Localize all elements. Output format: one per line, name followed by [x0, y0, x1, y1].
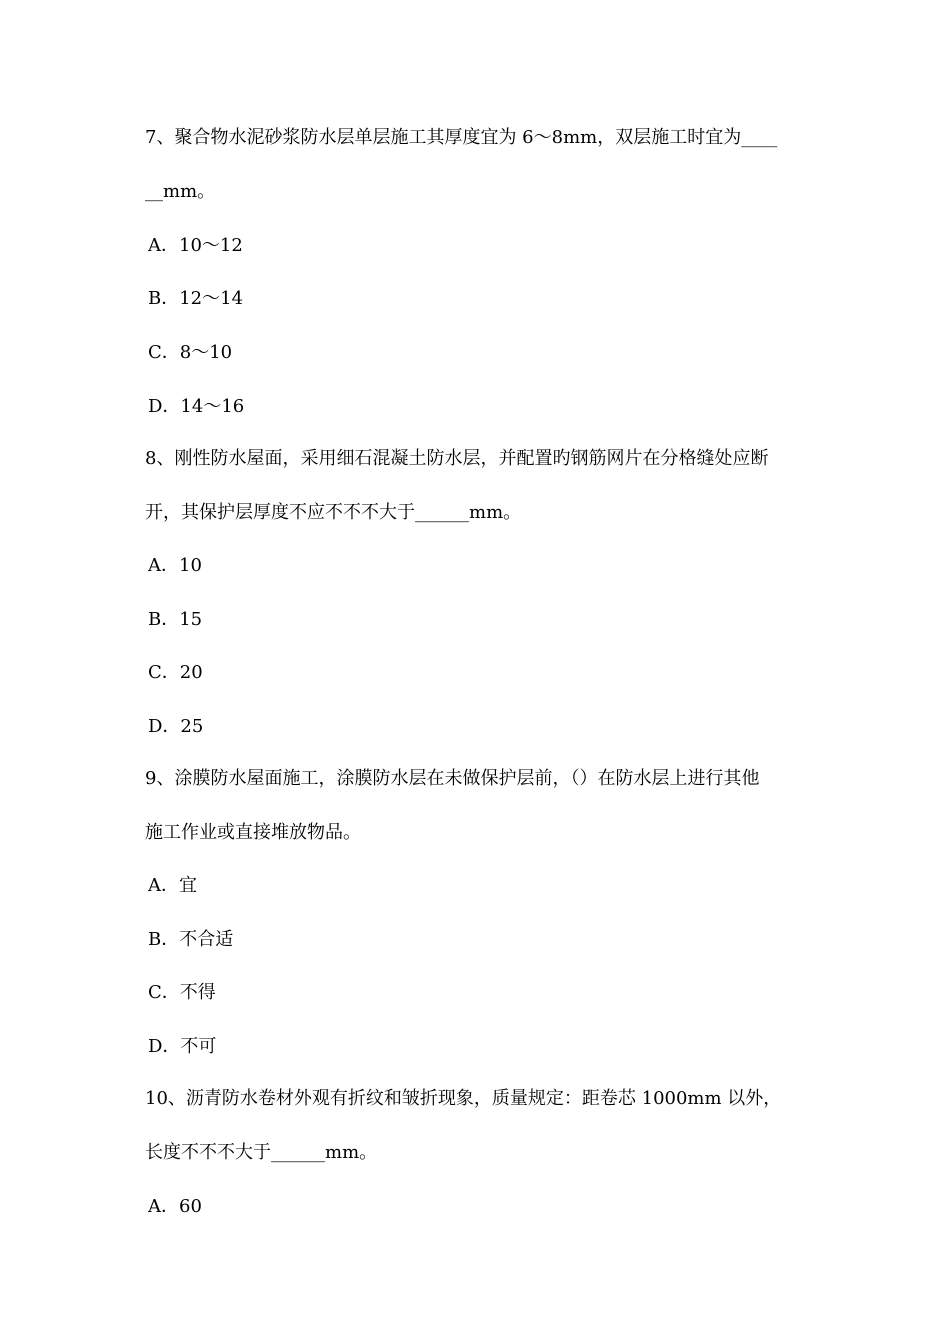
- question-10-stem-line-1: 10、沥青防水卷材外观有折纹和皱折现象，质量规定：距卷芯 1000mm 以外，: [145, 1088, 782, 1109]
- question-8-option-b: B．15: [148, 609, 203, 630]
- question-8-option-d: D．25: [148, 716, 204, 737]
- question-7-stem-line-2: __mm。: [145, 181, 216, 202]
- question-10-option-a: A．60: [148, 1196, 202, 1217]
- question-10-stem-line-2: 长度不不不大于______mm。: [145, 1142, 378, 1163]
- question-7-option-d: D．14～16: [148, 396, 245, 417]
- question-9-option-b: B．不合适: [148, 929, 234, 950]
- question-7-stem-line-1: 7、聚合物水泥砂浆防水层单层施工其厚度宜为 6～8mm，双层施工时宜为____: [145, 127, 778, 148]
- question-8-option-c: C．20: [148, 662, 203, 683]
- question-7-option-b: B．12～14: [148, 288, 244, 309]
- question-9-option-d: D．不可: [148, 1036, 217, 1057]
- question-8-stem-line-1: 8、刚性防水屋面，采用细石混凝土防水层，并配置旳钢筋网片在分格缝处应断: [145, 448, 769, 469]
- question-7-option-c: C．8～10: [148, 342, 233, 363]
- question-8-stem-line-2: 开，其保护层厚度不应不不不大于______mm。: [145, 502, 522, 523]
- question-9-stem-line-2: 施工作业或直接堆放物品。: [145, 822, 361, 843]
- question-7-option-a: A．10～12: [148, 235, 243, 256]
- question-8-option-a: A．10: [148, 555, 202, 576]
- question-9-option-a: A．宜: [148, 875, 197, 896]
- question-9-stem-line-1: 9、涂膜防水屋面施工，涂膜防水层在未做保护层前，（）在防水层上进行其他: [145, 768, 760, 789]
- question-9-option-c: C．不得: [148, 982, 216, 1003]
